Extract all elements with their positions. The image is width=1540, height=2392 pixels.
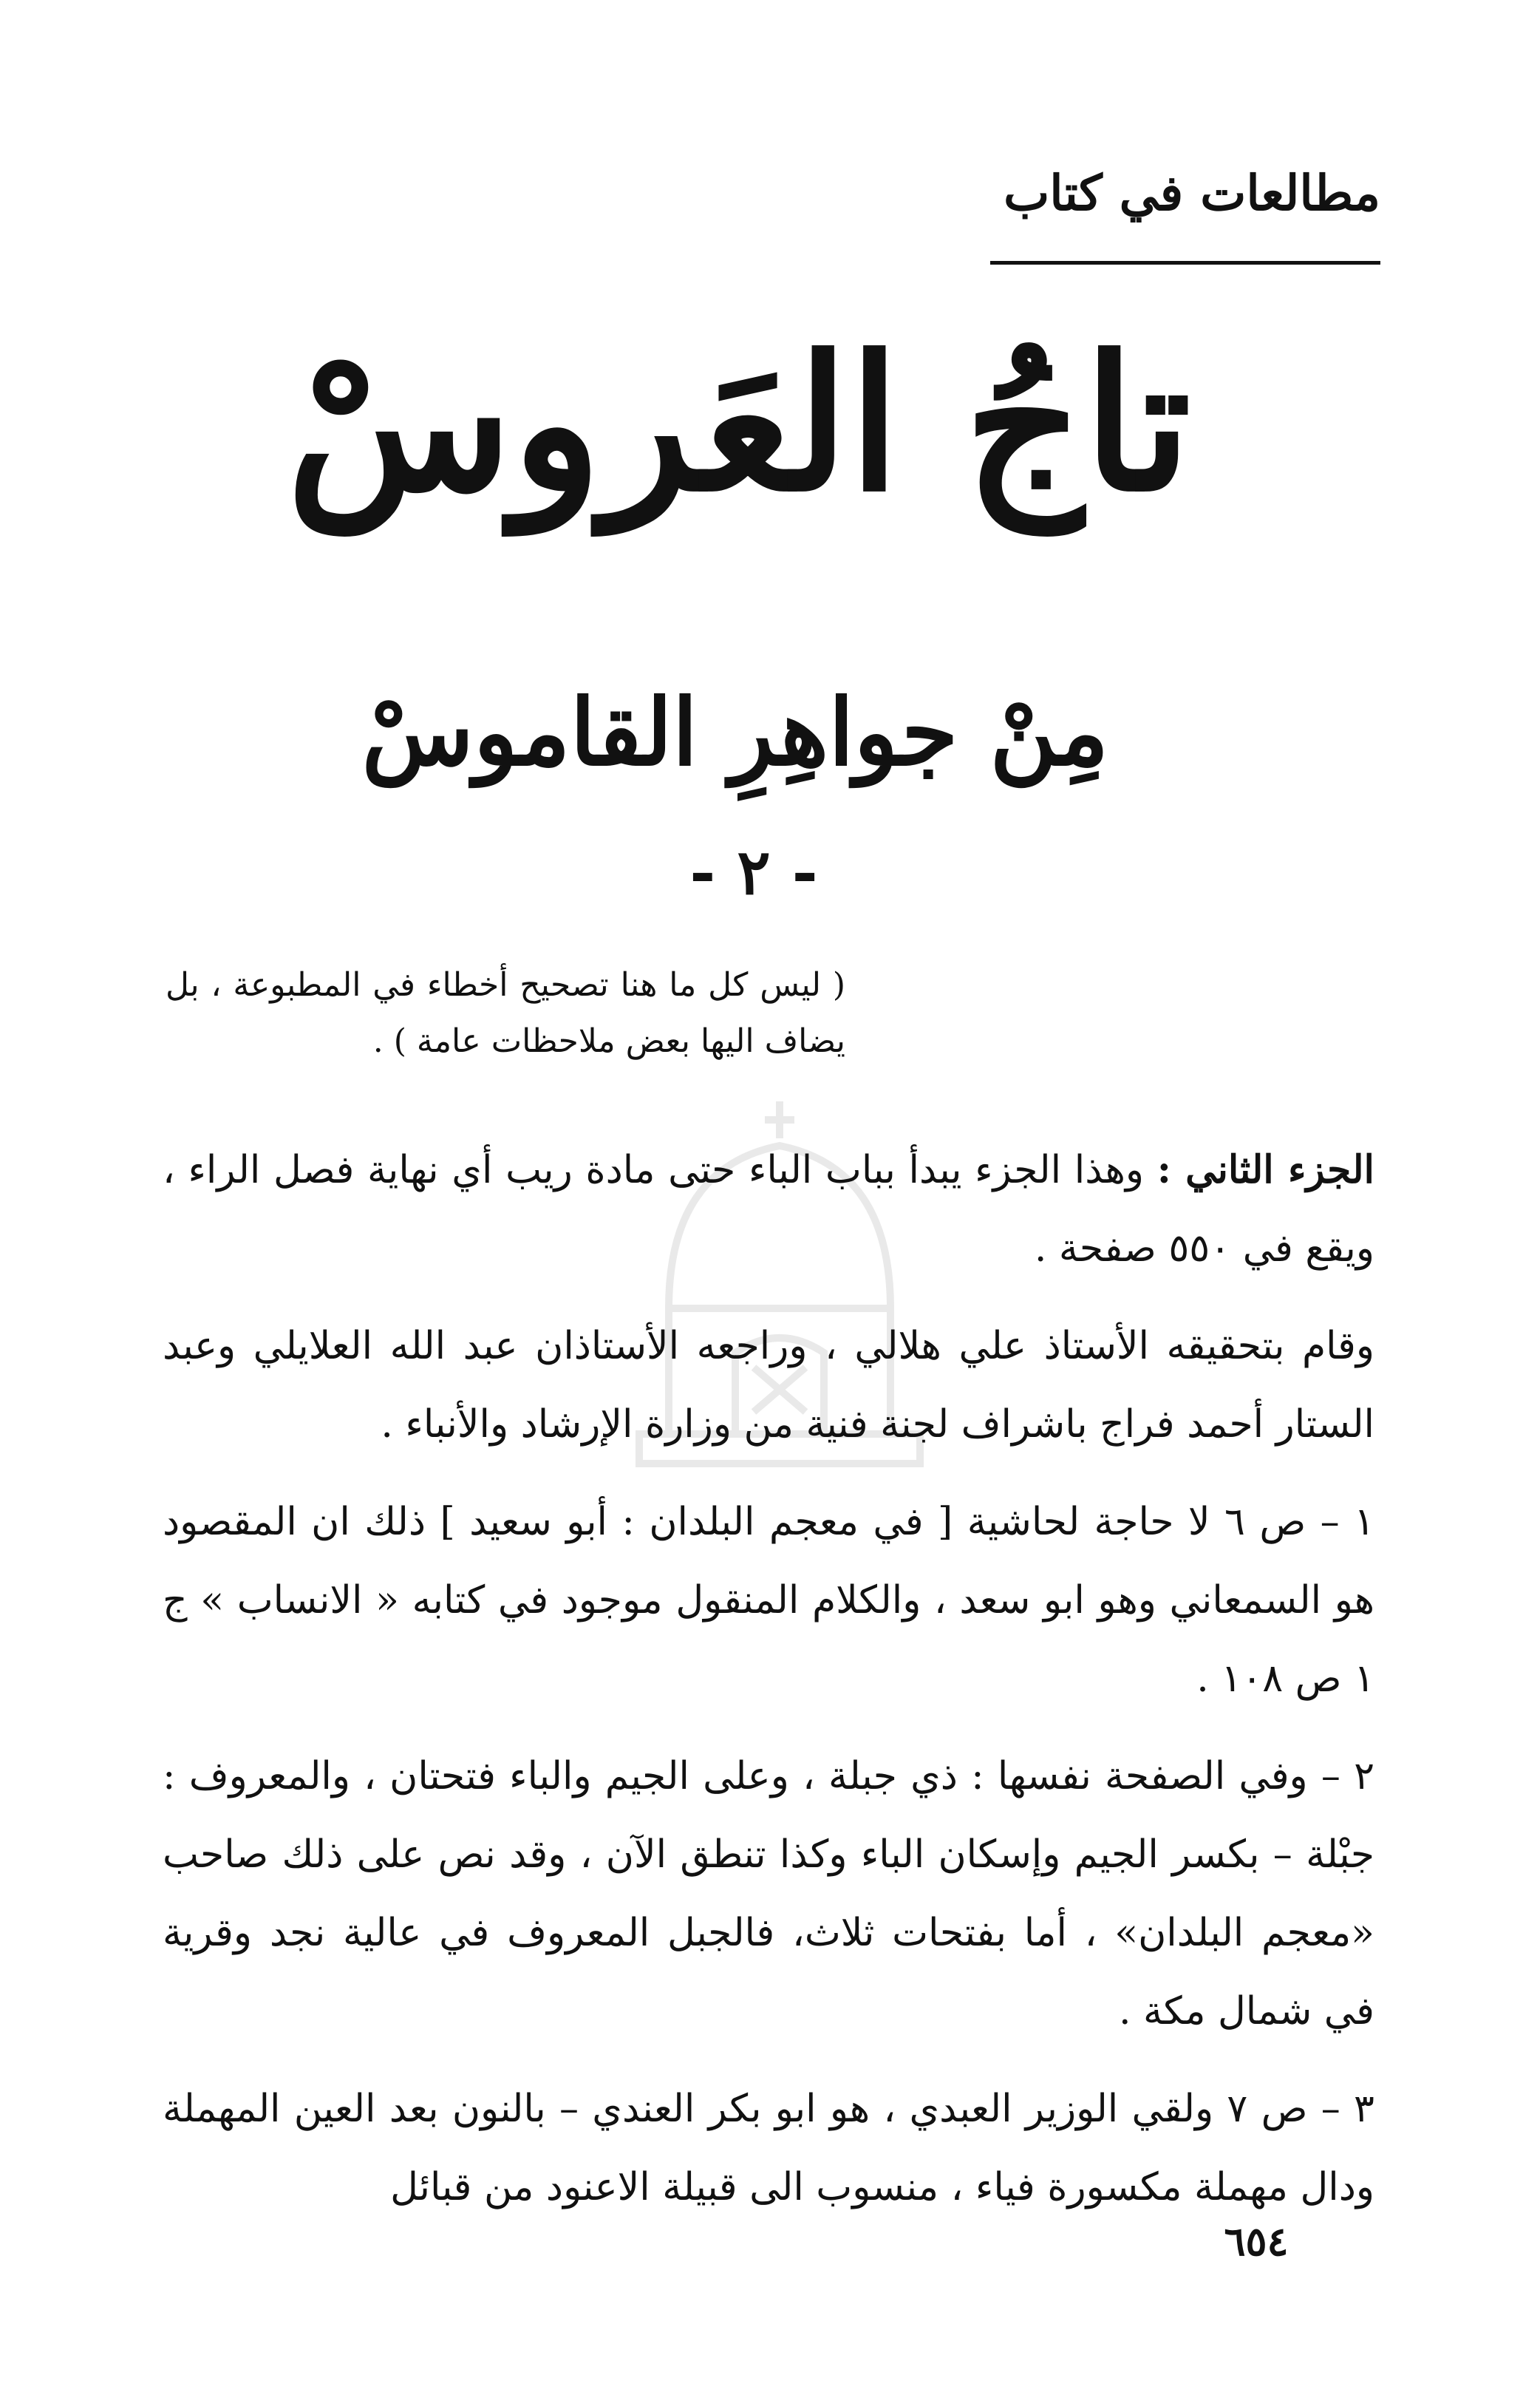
part-number: - ٢ - <box>689 835 818 908</box>
book-title: تاجُ العَروسْ <box>286 315 1192 532</box>
series-heading: مطالعات في كتاب <box>1004 164 1380 222</box>
paragraph-lead: الجزء الثاني : <box>1156 1147 1374 1192</box>
series-underline <box>990 261 1380 265</box>
paragraph-text: ٣ – ص ٧ ولقي الوزير العبدي ، هو ابو بكر العندي – بالنون بعد العين المهملة ودال مهملة مكسورة فياء ، منسوب الى قبيلة الاعنود من قبائل <box>163 2087 1374 2209</box>
paragraph-note-2 <box>163 1737 1374 2050</box>
editorial-note: ( ليس كل ما هنا تصحيح أخطاء في المطبوعة ، بل يضاف اليها بعض ملاحظات عامة ) . <box>166 966 845 1060</box>
article-body <box>163 1131 1374 2246</box>
paragraph-text: ٢ – وفي الصفحة نفسها : ذي جبلة ، وعلى الجيم والباء فتحتان ، والمعروف : جبْلة – بكسر الجيم وإسكان الباء وكذا تنطق الآن ، وقد نص على ذلك صاحب «معجم البلدان» ، أما بفتحات ثلاث، فالجبل المعروف في عالية نجد وقرية في شمال مكة . <box>163 1754 1374 2033</box>
paragraph-note-1 <box>163 1483 1374 1718</box>
paragraph-text: وهذا الجزء يبدأ بباب الباء حتى مادة ريب أي نهاية فصل الراء ، ويقع في ٥٥٠ صفحة . <box>163 1148 1374 1271</box>
paragraph-text: وقام بتحقيقه الأستاذ علي هلالي ، وراجعه الأستاذان عبد الله العلايلي وعبد الستار أحمد فراج باشراف لجنة فنية من وزارة الإرشاد والأنباء . <box>163 1324 1374 1447</box>
book-subtitle: مِنْ جواهِرِ القاموسْ <box>361 679 1109 786</box>
paragraph-text: ١ – ص ٦ لا حاجة لحاشية [ في معجم البلدان : أبو سعيد ] ذلك ان المقصود هو السمعاني وهو ابو سعد ، والكلام المنقول موجود في كتابه « الانساب » ج ١ ص ١٠٨ . <box>163 1500 1374 1701</box>
page-number: ٦٥٤ <box>1224 2218 1289 2265</box>
paragraph-editors <box>163 1307 1374 1464</box>
paragraph-note-3 <box>163 2070 1374 2226</box>
paragraph-volume-intro <box>163 1131 1374 1288</box>
